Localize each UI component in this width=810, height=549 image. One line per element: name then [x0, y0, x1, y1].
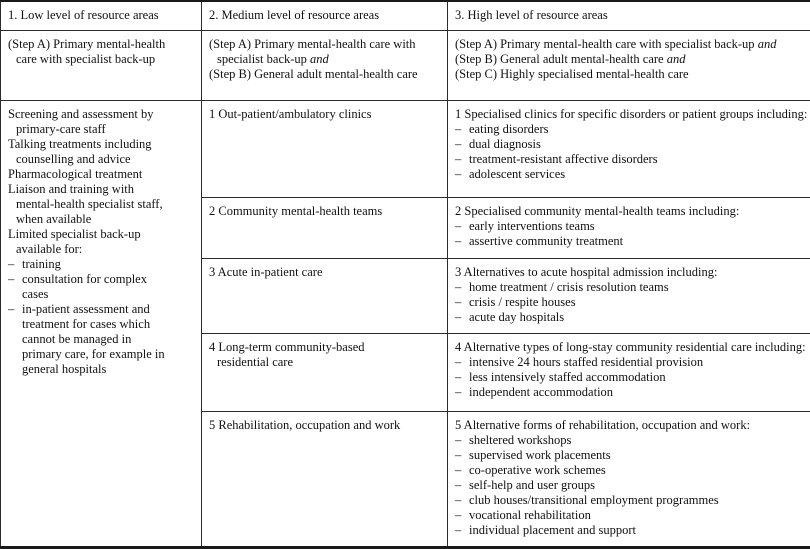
text-line: [455, 52, 802, 67]
text-line: [8, 347, 193, 362]
dash-bullet: –: [455, 478, 462, 493]
emphasis-text: and: [310, 51, 329, 66]
text-line: [8, 242, 193, 257]
text-line: [209, 52, 439, 67]
text-line: [455, 370, 802, 385]
dash-bullet: –: [455, 295, 462, 310]
text-line: [8, 227, 193, 242]
text-line: [455, 418, 802, 433]
line-text: (Step A) Primary mental-health: [8, 36, 166, 51]
body-row-1: [1, 101, 810, 198]
dash-bullet: –: [455, 122, 462, 137]
col-header-medium: 2. Medium level of resource areas: [202, 1, 448, 30]
text-line: [455, 339, 806, 355]
emphasis-text: and: [757, 36, 777, 51]
line-text: specialist back-up: [217, 51, 311, 66]
text-line: [455, 463, 802, 478]
line-text: primary-care staff: [16, 122, 106, 137]
text-line: [455, 355, 802, 370]
dash-bullet: –: [455, 448, 462, 463]
list-item-text: sheltered workshops: [469, 433, 572, 448]
list-item-text: early interventions teams: [469, 218, 595, 233]
text-line: [455, 204, 802, 219]
text-line: [455, 152, 802, 167]
medium-row-1-cell: [202, 101, 448, 198]
line-text: counselling and advice: [16, 152, 131, 167]
text-line: [455, 478, 802, 493]
line-text: 3 Alternatives to acute hospital admission including:: [455, 265, 718, 280]
text-line: [8, 37, 193, 52]
line-text: 2 Specialised community mental-health teams including:: [455, 203, 740, 218]
header-row: [1, 1, 810, 30]
high-row-2-cell: [448, 197, 810, 258]
text-line: [455, 265, 802, 280]
line-text: 5 Rehabilitation, occupation and work: [209, 418, 401, 433]
dash-bullet: –: [455, 493, 462, 508]
dash-bullet: –: [455, 523, 462, 538]
dash-bullet: –: [455, 508, 462, 523]
list-item-text: self-help and user groups: [469, 478, 596, 493]
text-line: [8, 332, 193, 347]
text-line: [8, 137, 193, 152]
line-text: 3 Acute in-patient care: [209, 265, 323, 280]
list-item-text: eating disorders: [469, 122, 549, 137]
text-line: [455, 448, 802, 463]
text-line: [455, 219, 802, 234]
line-text: (Step B) General adult mental-health care: [209, 66, 418, 81]
services-cell-low: [1, 101, 202, 548]
text-line: [209, 107, 439, 122]
text-line: [209, 204, 439, 219]
list-item-text: vocational rehabilitation: [469, 508, 591, 523]
text-line: [455, 523, 802, 538]
text-line: [8, 287, 193, 302]
medium-row-2-cell: [202, 197, 448, 258]
dash-bullet: –: [455, 218, 462, 233]
line-text: Limited specialist back-up: [8, 227, 141, 242]
text-line: [455, 234, 802, 249]
dash-bullet: –: [455, 280, 462, 295]
high-row-5-cell: [448, 412, 810, 548]
line-text: mental-health specialist staff,: [16, 197, 163, 212]
line-text: treatment for cases which: [22, 317, 151, 332]
line-text: Liaison and training with: [8, 182, 135, 197]
dash-bullet: –: [8, 257, 15, 272]
line-text: available for:: [16, 242, 83, 257]
line-text: cases: [22, 287, 49, 302]
line-text: when available: [16, 212, 92, 227]
text-line: [8, 152, 193, 167]
line-text: 4 Long-term community-based: [209, 339, 365, 354]
text-line: [455, 310, 802, 325]
text-line: [455, 385, 802, 400]
line-text: Talking treatments including: [8, 137, 152, 152]
text-line: [209, 340, 439, 355]
list-item-text: co-operative work schemes: [469, 463, 606, 478]
dash-bullet: –: [455, 463, 462, 478]
line-text: care with specialist back-up: [16, 51, 156, 66]
dash-bullet: –: [455, 233, 462, 248]
line-text: Screening and assessment by: [8, 107, 154, 122]
line-text: (Step A) Primary mental-health care with specialist back-up: [455, 36, 758, 51]
line-text: 2 Community mental-health teams: [209, 203, 383, 218]
text-line: [455, 508, 802, 523]
high-row-3-cell: [448, 259, 810, 333]
text-line: [8, 257, 193, 272]
col-header-high: 3. High level of resource areas: [448, 1, 810, 30]
dash-bullet: –: [455, 167, 462, 182]
list-item-text: in-patient assessment and: [22, 302, 150, 317]
list-item-text: acute day hospitals: [469, 310, 565, 325]
steps-row: [1, 30, 810, 100]
text-line: [209, 355, 439, 370]
text-line: [455, 295, 802, 310]
text-line: [8, 182, 193, 197]
text-line: [455, 122, 802, 137]
text-line: [209, 265, 439, 280]
list-item-text: home treatment / crisis resolution teams: [469, 280, 669, 295]
list-item-text: individual placement and support: [469, 523, 636, 538]
list-item-text: crisis / respite houses: [469, 295, 576, 310]
dash-bullet: –: [8, 272, 15, 287]
dash-bullet: –: [455, 354, 462, 369]
line-text: Pharmacological treatment: [8, 167, 143, 182]
list-item-text: supervised work placements: [469, 448, 611, 463]
text-line: [209, 418, 439, 433]
text-line: [455, 280, 802, 295]
dash-bullet: –: [8, 302, 15, 317]
medium-row-4-cell: [202, 333, 448, 412]
medium-row-3-cell: [202, 259, 448, 333]
dash-bullet: –: [455, 310, 462, 325]
line-text: 1 Specialised clinics for specific disorders or patient groups including:: [455, 107, 808, 122]
list-item-text: intensive 24 hours staffed residential provision: [469, 354, 704, 369]
text-line: [8, 272, 193, 287]
text-line: [8, 317, 193, 332]
list-item-text: less intensively staffed accommodation: [469, 369, 666, 384]
line-text: cannot be managed in: [22, 332, 132, 347]
emphasis-text: and: [666, 51, 686, 66]
list-item-text: independent accommodation: [469, 384, 614, 399]
text-line: [455, 167, 802, 182]
text-line: [8, 302, 193, 317]
steps-cell-medium: [202, 30, 448, 100]
line-text: (Step A) Primary mental-health care with: [209, 36, 416, 51]
text-line: [8, 362, 193, 377]
dash-bullet: –: [455, 384, 462, 399]
line-text: 4 Alternative types of long-stay community residential care including:: [455, 339, 806, 354]
high-row-1-cell: [448, 101, 810, 198]
line-text: residential care: [217, 354, 293, 369]
dash-bullet: –: [455, 433, 462, 448]
text-line: [8, 167, 193, 182]
high-row-4-cell: [448, 333, 810, 412]
line-text: (Step B) General adult mental-health care: [455, 51, 667, 66]
list-item-text: assertive community treatment: [469, 233, 624, 248]
text-line: [8, 212, 193, 227]
text-line: [455, 137, 802, 152]
dash-bullet: –: [455, 369, 462, 384]
line-text: 5 Alternative forms of rehabilitation, occupation and work:: [455, 418, 751, 433]
text-line: [455, 433, 802, 448]
list-item-text: adolescent services: [469, 167, 566, 182]
list-item-text: club houses/transitional employment programmes: [469, 493, 719, 508]
list-item-text: training: [22, 257, 61, 272]
text-line: [455, 67, 802, 82]
line-text: general hospitals: [22, 362, 107, 377]
dash-bullet: –: [455, 137, 462, 152]
line-text: 1 Out-patient/ambulatory clinics: [209, 107, 372, 122]
line-text: primary care, for example in: [22, 347, 165, 362]
text-line: [8, 107, 193, 122]
list-item-text: consultation for complex: [22, 272, 147, 287]
text-line: [455, 107, 808, 122]
col-header-low: 1. Low level of resource areas: [1, 1, 202, 30]
line-text: (Step C) Highly specialised mental-health care: [455, 66, 689, 81]
text-line: [455, 493, 802, 508]
steps-cell-high: [448, 30, 810, 100]
list-item-text: dual diagnosis: [469, 137, 541, 152]
text-line: [8, 52, 193, 67]
text-line: [8, 122, 193, 137]
text-line: [209, 67, 439, 82]
steps-cell-low: [1, 30, 202, 100]
dash-bullet: –: [455, 152, 462, 167]
text-line: [8, 197, 193, 212]
text-line: [455, 37, 802, 52]
text-line: [209, 37, 439, 52]
medium-row-5-cell: [202, 412, 448, 548]
list-item-text: treatment-resistant affective disorders: [469, 152, 658, 167]
